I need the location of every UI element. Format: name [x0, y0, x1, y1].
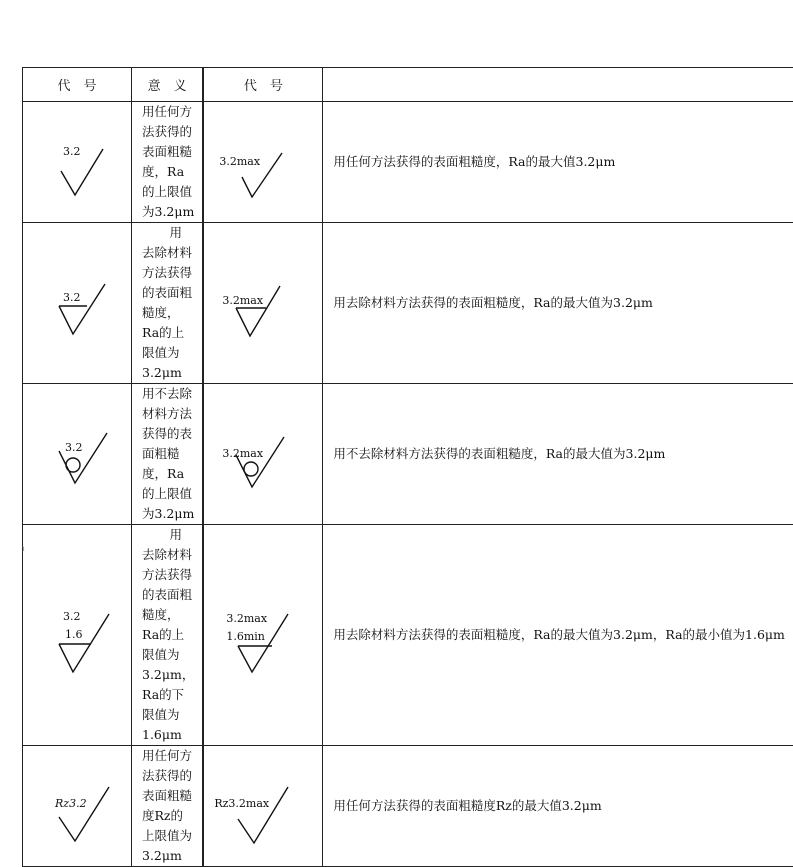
- meaning-text: 用去除材料方法获得的表面粗糙度，Ra的最大值为3.2μm，Ra的最小值为1.6μm: [323, 525, 793, 746]
- roughness-symbol-icon: [23, 119, 131, 205]
- symbol-label: Rz3.2: [55, 797, 87, 810]
- roughness-symbol-removal-max: [204, 260, 322, 346]
- table-row: [23, 223, 793, 384]
- roughness-symbol-any: [23, 119, 131, 205]
- roughness-symbol-no-removal: [23, 411, 131, 497]
- roughness-symbol-max-min: [204, 592, 322, 678]
- symbol-label: 3.2: [63, 145, 81, 158]
- header-code: 代 号: [23, 68, 132, 102]
- symbol-label-upper: 3.2max: [226, 612, 268, 625]
- page-mark: ı: [22, 544, 25, 553]
- roughness-symbol-no-removal-max: [204, 411, 322, 497]
- header-code-right: 代 号: [204, 68, 323, 102]
- symbol-label: 3.2max: [219, 155, 261, 168]
- symbol-label: 3.2: [65, 441, 83, 454]
- symbol-label: Rz3.2max: [214, 797, 270, 810]
- table-row: [23, 102, 793, 223]
- meaning-text: 用任何方法获得的表面粗糙度Rz的上限值为3.2μm: [132, 746, 203, 867]
- meaning-text: 用任何方法获得的表面粗糙度，Ra的上限值为3.2μm: [132, 102, 203, 223]
- symbol-label: 3.2max: [222, 294, 264, 307]
- header-meaning: 意 义: [132, 68, 203, 102]
- roughness-symbol-icon: [23, 411, 131, 497]
- roughness-symbol-any-max: [204, 119, 322, 205]
- symbol-label-lower: 1.6min: [226, 630, 265, 643]
- table-row: [23, 525, 793, 746]
- roughness-symbol-rz: [23, 763, 131, 849]
- symbol-label-upper: 3.2: [63, 610, 81, 623]
- symbol-label: 3.2: [63, 291, 81, 304]
- meaning-text: 用不去除材料方法获得的表面粗糙度，Ra的上限值为3.2μm: [132, 384, 203, 525]
- header-row: [23, 68, 793, 102]
- meaning-text: 用去除材料方法获得的表面粗糙度，Ra的上限值为3.2μm: [132, 223, 203, 384]
- roughness-symbol-removal: [23, 260, 131, 346]
- table-row: [23, 746, 793, 867]
- meaning-text: 用去除材料方法获得的表面粗糙度，Ra的上限值为3.2μm，Ra的下限值为1.6μm: [132, 525, 203, 746]
- table-row: [23, 384, 793, 525]
- roughness-symbol-rz-max: [204, 763, 322, 849]
- meaning-text: 用任何方法获得的表面粗糙度，Ra的最大值3.2μm: [323, 102, 793, 223]
- meaning-text: 用任何方法获得的表面粗糙度Rz的最大值3.2μm: [323, 746, 793, 867]
- meaning-text: 用不去除材料方法获得的表面粗糙度，Ra的最大值为3.2μm: [323, 384, 793, 525]
- meaning-text: 用去除材料方法获得的表面粗糙度，Ra的最大值为3.2μm: [323, 223, 793, 384]
- symbol-label-lower: 1.6: [65, 628, 83, 641]
- roughness-table: [22, 67, 793, 867]
- roughness-symbol-upper-lower: [23, 592, 131, 678]
- symbol-label: 3.2max: [222, 447, 264, 460]
